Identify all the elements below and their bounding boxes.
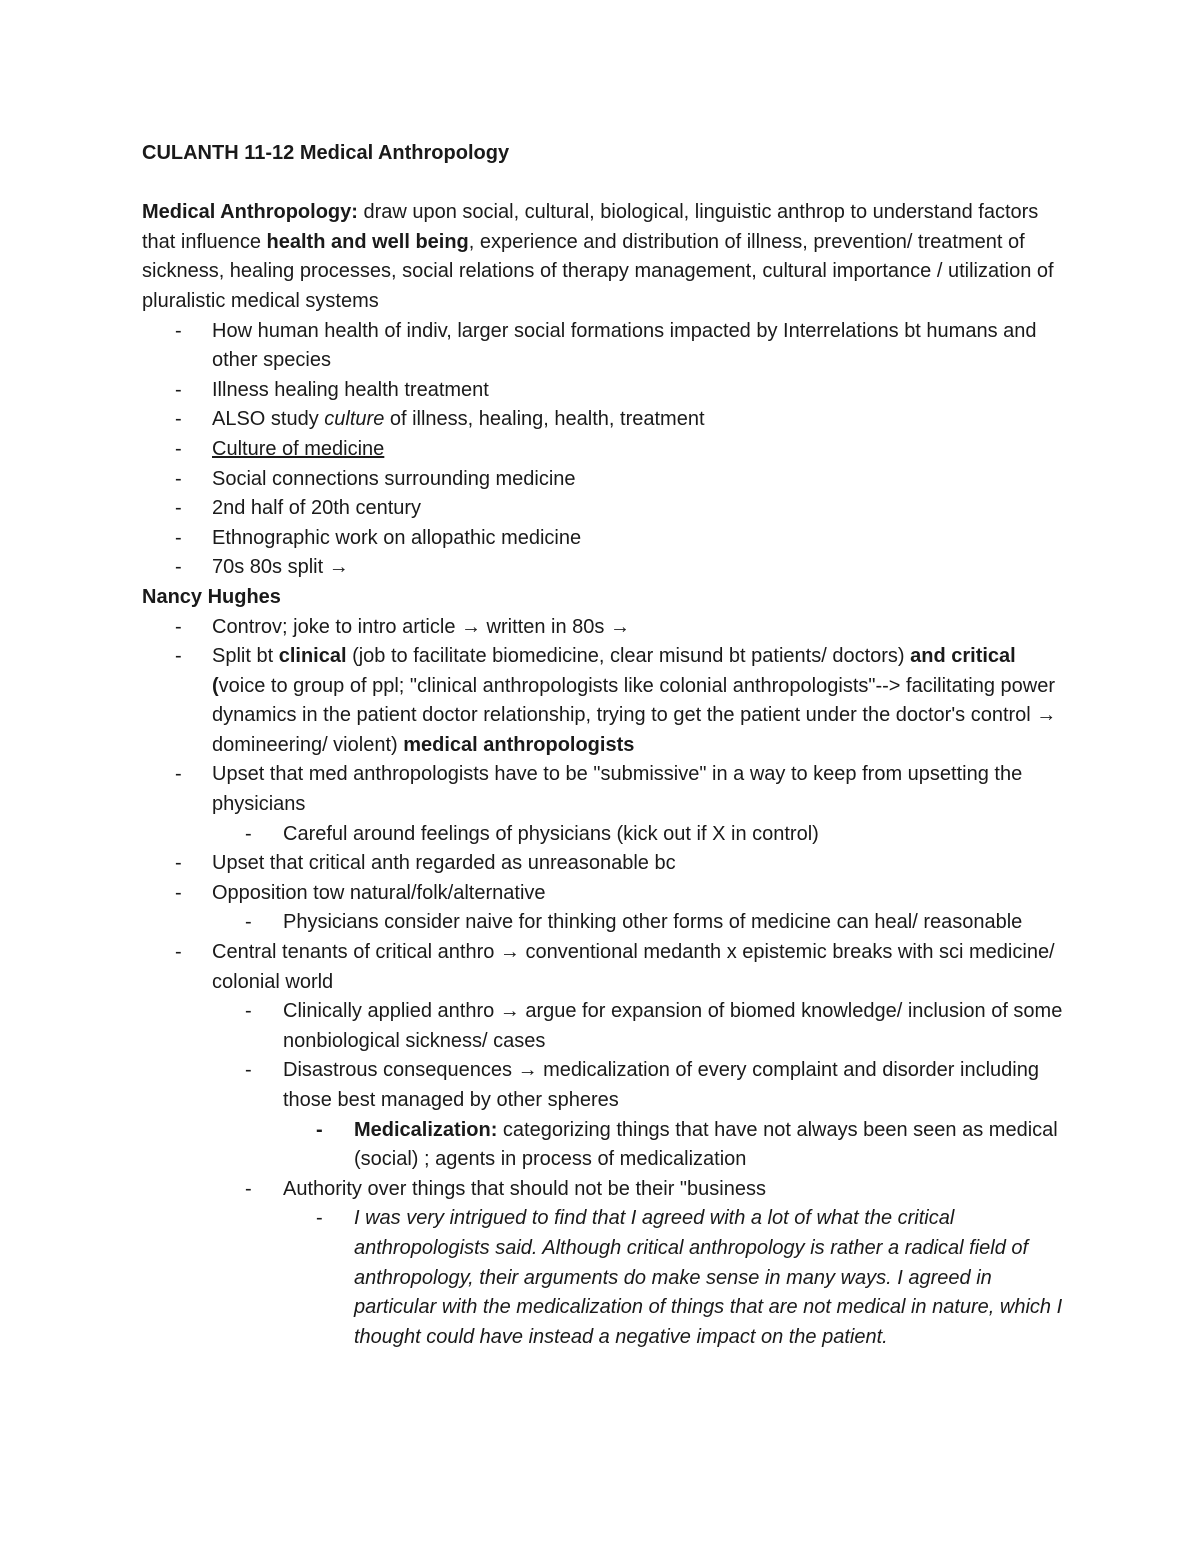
list-item	[142, 760, 1072, 849]
bold-text: clinical	[278, 645, 347, 668]
list-item-text: (job to facilitate biomedicine, clear misund bt patients/ doctors)	[346, 645, 911, 668]
list-item	[212, 997, 1072, 1056]
list-item	[142, 524, 1072, 554]
list-item-text: Disastrous consequences → medicalization of every complaint and disorder including those best managed by other spheres	[283, 1059, 1039, 1111]
list-item	[142, 494, 1072, 524]
intro-text-b: , experience and distribution of illness, prevention/ treatment of sickness, healing processes, social relations of therapy management, cultural importance / utilization of pluralistic medical systems	[142, 230, 1054, 312]
list-item-text: ALSO study	[212, 408, 325, 431]
bold-text: Medicalization:	[354, 1118, 498, 1141]
nested-list	[212, 908, 1072, 938]
list-item	[142, 435, 1072, 465]
list-item	[283, 1116, 1072, 1175]
list-item	[212, 908, 1072, 938]
list-item	[142, 317, 1072, 376]
list-item	[142, 613, 1072, 643]
list-item-text: Clinically applied anthro → argue for expansion of biomed knowledge/ inclusion of some nonbiological sickness/ cases	[283, 1000, 1063, 1052]
underlined-text: Culture of medicine	[212, 437, 385, 460]
list-item-text: Social connections surrounding medicine	[212, 467, 576, 490]
intro-bold: health and well being	[266, 230, 469, 253]
section-heading: Nancy Hughes	[142, 585, 281, 608]
list-item-text: 70s 80s split →	[212, 556, 349, 579]
list-item	[142, 465, 1072, 495]
nested-list	[283, 1204, 1072, 1352]
list-item	[142, 849, 1072, 879]
list-item-text: categorizing things that have not always been seen as medical (social) ; agents in process of medicalization	[354, 1118, 1058, 1171]
list-item-text: 2nd half of 20th century	[212, 497, 422, 520]
document-page	[142, 139, 1072, 1352]
list-item	[212, 1056, 1072, 1174]
italic-text: culture	[324, 408, 385, 431]
list-item-text: Upset that critical anth regarded as unreasonable bc	[212, 852, 676, 875]
italic-text: I was very intrigued to find that I agreed with a lot of what the critical anthropologists said. Although critical anthropology is rather a radical field of anthropology, their arguments do make sense in many ways. I agreed in particular with the medicalization of things that are not medical in nature, which I thought could have instead a negative impact on the patient.	[354, 1207, 1063, 1348]
nested-list	[212, 820, 1072, 850]
list-item	[142, 553, 1072, 583]
list-item	[142, 938, 1072, 1352]
list-item-text: Careful around feelings of physicians (kick out if X in control)	[283, 822, 819, 845]
list-item	[283, 1204, 1072, 1352]
intro-text-a: draw upon social, cultural, biological, linguistic anthrop to understand factors that influence	[142, 201, 1039, 253]
list-item-text: How human health of indiv, larger social formations impacted by Interrelations bt humans and other species	[212, 319, 1037, 372]
list-item-text: of illness, healing, health, treatment	[384, 408, 705, 431]
list-item	[212, 1175, 1072, 1353]
list-item	[212, 820, 1072, 850]
list-item-text: Physicians consider naive for thinking other forms of medicine can heal/ reasonable	[283, 911, 1023, 934]
bold-text: and critical (	[212, 645, 1016, 697]
list-item-text: Split bt	[212, 645, 279, 668]
list-item-text: voice to group of ppl; "clinical anthropologists like colonial anthropologists"--> facilitating power dynamics in the patient doctor relationship, trying to get the patient under the doctor's control → domineering/ violent)	[212, 674, 1057, 756]
list-item-text: Ethnographic work on allopathic medicine	[212, 526, 582, 549]
list-item	[142, 642, 1072, 760]
intro-bullet-list	[142, 317, 1072, 583]
nested-list	[283, 1116, 1072, 1175]
list-item-text: Controv; joke to intro article → written in 80s →	[212, 615, 630, 638]
list-item	[142, 879, 1072, 938]
nested-list	[212, 997, 1072, 1352]
list-item-text: Illness healing health treatment	[212, 378, 489, 401]
page-title: CULANTH 11-12 Medical Anthropology	[142, 142, 510, 164]
list-item	[142, 376, 1072, 406]
list-item-text: Central tenants of critical anthro → conventional medanth x epistemic breaks with sci medicine/ colonial world	[212, 941, 1055, 993]
list-item-text: Upset that med anthropologists have to be "submissive" in a way to keep from upsetting the physicians	[212, 763, 1023, 816]
intro-paragraph	[142, 198, 1072, 316]
intro-term: Medical Anthropology:	[142, 201, 358, 224]
list-item-text: Opposition tow natural/folk/alternative	[212, 881, 546, 904]
section-bullet-list	[142, 613, 1072, 1353]
bold-text: medical anthropologists	[403, 733, 635, 756]
list-item	[142, 405, 1072, 435]
list-item-text: Authority over things that should not be their "business	[283, 1177, 766, 1200]
